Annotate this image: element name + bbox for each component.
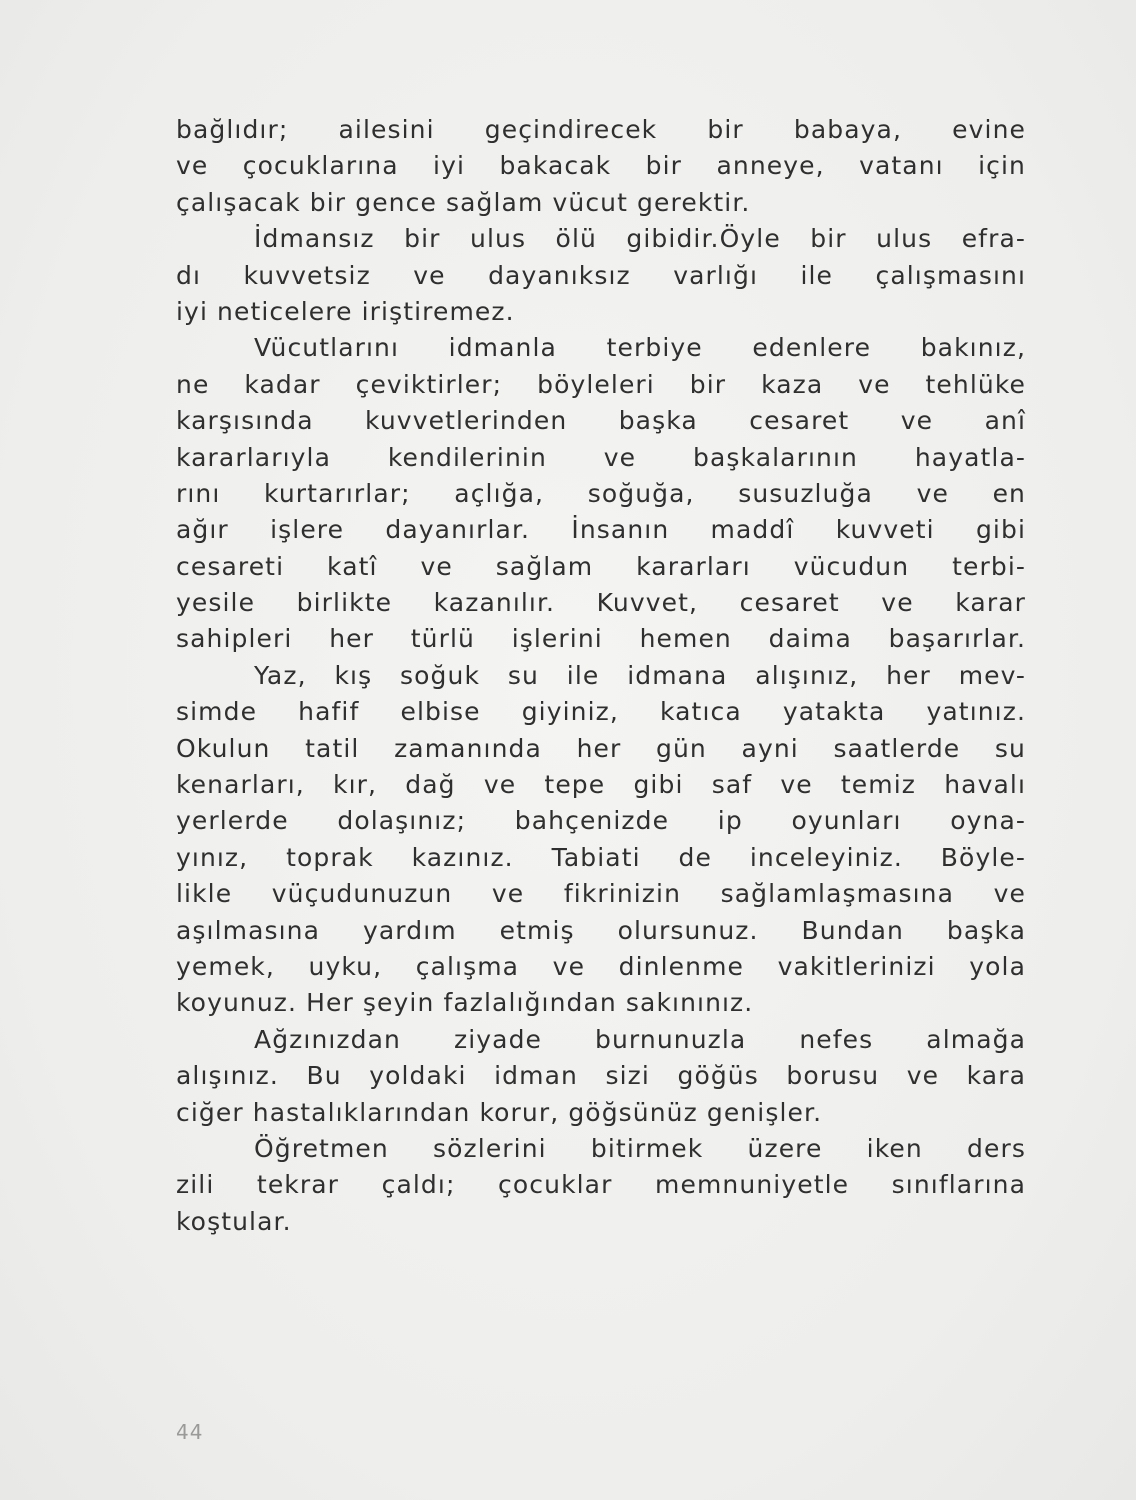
text-line: sahipleri her türlü işlerini hemen daima başarırlar.	[176, 624, 1026, 654]
text-line: koyunuz. Her şeyin fazlalığından sakınınız.	[176, 988, 754, 1018]
text-line: rını kurtarırlar; açlığa, soğuğa, susuzluğa ve en	[176, 478, 1026, 508]
text-line: ciğer hastalıklarından korur, göğsünüz genişler.	[176, 1097, 823, 1127]
text-line: ve çocuklarına iyi bakacak bir anneye, vatanı için	[176, 151, 1026, 181]
text-line: Vücutlarını idmanla terbiye edenlere bakınız,	[254, 333, 1026, 363]
page-number: 44	[176, 1420, 204, 1444]
text-line: bağlıdır; ailesini geçindirecek bir babaya, evine	[176, 115, 1026, 144]
text-line: Öğretmen sözlerini bitirmek üzere iken ders	[254, 1133, 1026, 1163]
text-line: aşılmasına yardım etmiş olursunuz. Bundan başka	[176, 915, 1026, 945]
text-line: zili tekrar çaldı; çocuklar memnuniyetle sınıflarına	[176, 1170, 1026, 1200]
text-line: yınız, toprak kazınız. Tabiati de inceleyiniz. Böyle-	[176, 842, 1026, 872]
text-line: cesareti katî ve sağlam kararları vücudun terbi-	[176, 551, 1026, 581]
text-line: yerlerde dolaşınız; bahçenizde ip oyunları oyna-	[176, 806, 1026, 836]
text-line: yemek, uyku, çalışma ve dinlenme vakitlerinizi yola	[176, 951, 1026, 981]
text-line: koştular.	[176, 1206, 292, 1236]
text-line: dı kuvvetsiz ve dayanıksız varlığı ile çalışmasını	[176, 260, 1026, 290]
text-line: çalışacak bir gence sağlam vücut gerektir.	[176, 187, 751, 217]
body-text	[176, 112, 1026, 1240]
text-line: simde hafif elbise giyiniz, katıca yatakta yatınız.	[176, 697, 1026, 727]
text-line: ne kadar çeviktirler; böyleleri bir kaza ve tehlüke	[176, 369, 1026, 399]
text-line: likle vüçudunuzun ve fikrinizin sağlamlaşmasına ve	[176, 879, 1026, 909]
text-line: iyi neticelere iriştiremez.	[176, 296, 515, 326]
text-line: karşısında kuvvetlerinden başka cesaret ve anî	[176, 406, 1026, 436]
text-line: İdmansız bir ulus ölü gibidir.Öyle bir ulus efra-	[254, 224, 1026, 254]
text-line: yesile birlikte kazanılır. Kuvvet, cesaret ve karar	[176, 588, 1026, 618]
text-line: Ağzınızdan ziyade burnunuzla nefes almağa	[254, 1024, 1026, 1054]
text-line: Yaz, kış soğuk su ile idmana alışınız, her mev-	[254, 660, 1026, 690]
text-line: kenarları, kır, dağ ve tepe gibi saf ve temiz havalı	[176, 770, 1026, 800]
text-line: kararlarıyla kendilerinin ve başkalarının hayatla-	[176, 442, 1026, 472]
text-line: ağır işlere dayanırlar. İnsanın maddî kuvveti gibi	[176, 515, 1026, 545]
text-line: alışınız. Bu yoldaki idman sizi göğüs borusu ve kara	[176, 1061, 1026, 1091]
text-line: Okulun tatil zamanında her gün ayni saatlerde su	[176, 733, 1026, 763]
